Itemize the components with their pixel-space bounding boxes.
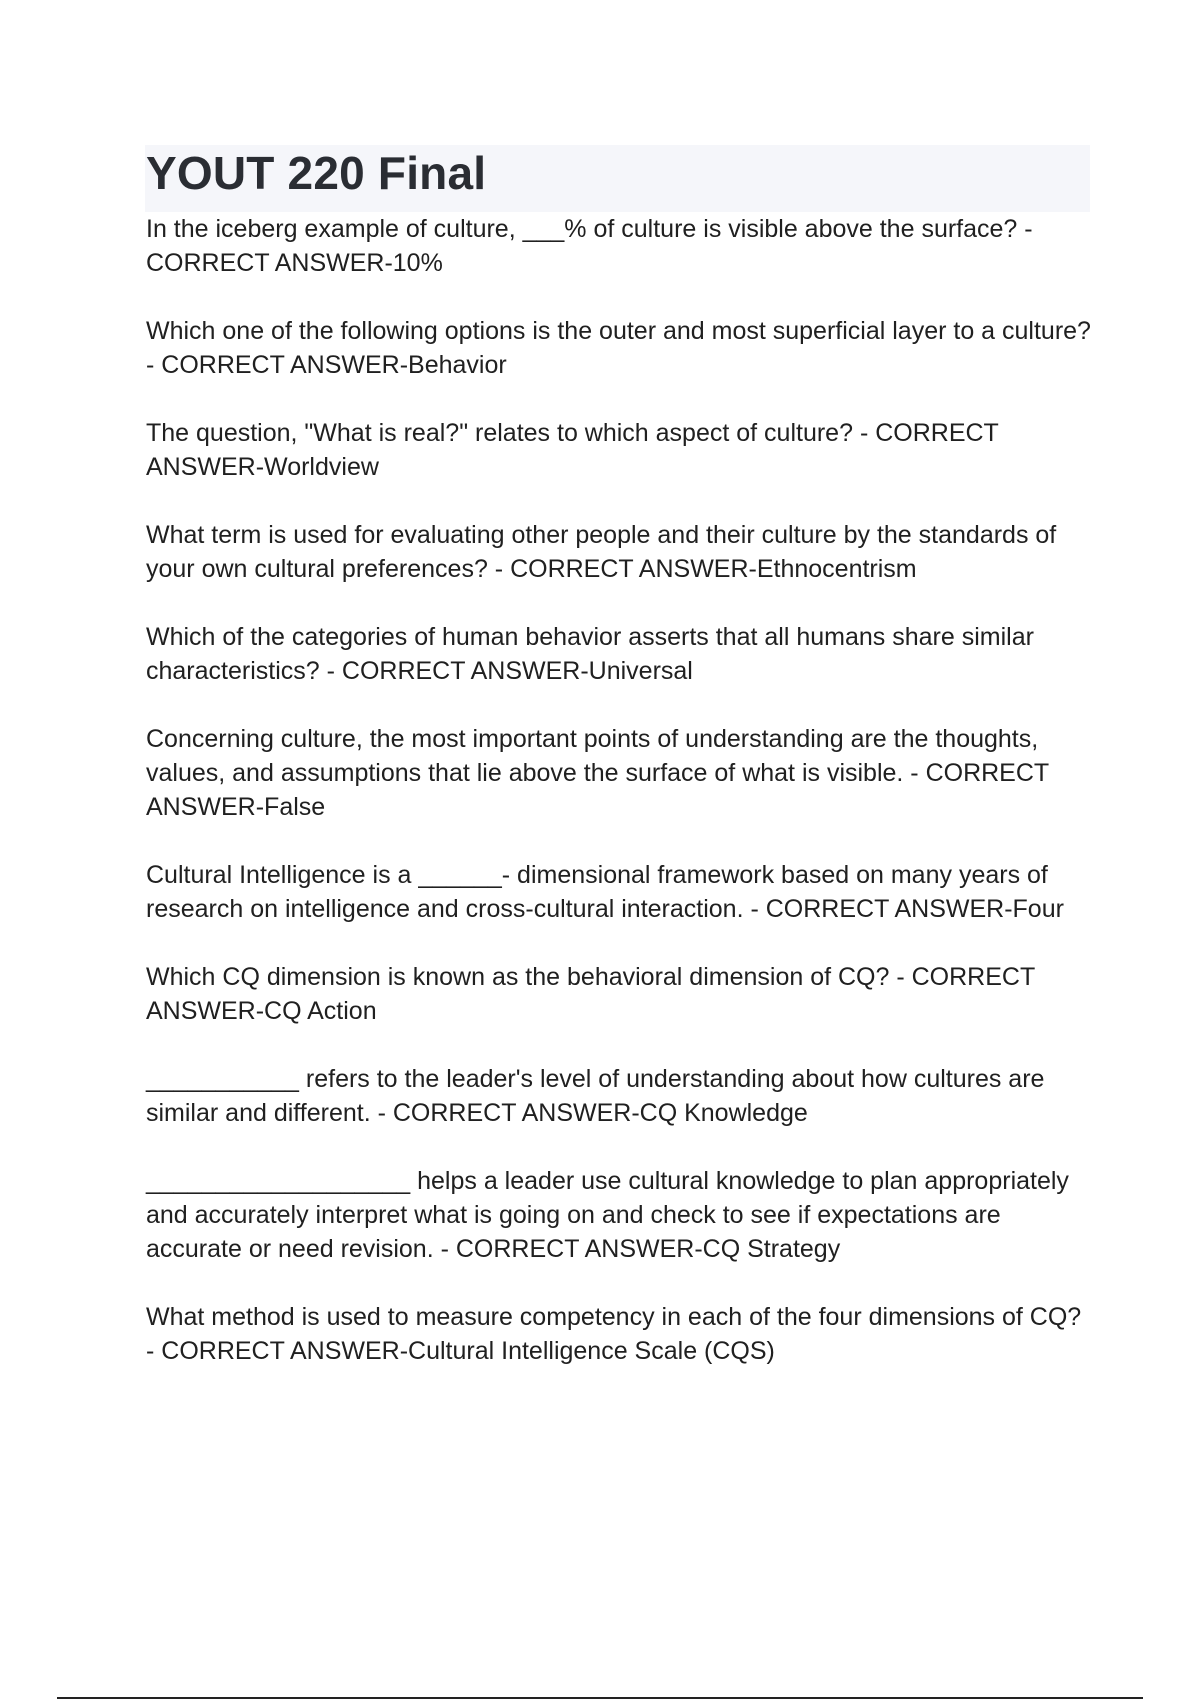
qa-item: Which one of the following options is the outer and most superficial layer to a culture? - CORRECT ANSWER-Behavior [146, 317, 1091, 379]
qa-item: The question, "What is real?" relates to which aspect of culture? - CORRECT ANSWER-Worldview [146, 419, 999, 481]
qa-item: What term is used for evaluating other people and their culture by the standards of your own cultural preferences? - CORRECT ANSWER-Ethnocentrism [146, 521, 1057, 583]
qa-list [146, 212, 1096, 1402]
qa-item: ___________ refers to the leader's level of understanding about how cultures are similar and different. - CORRECT ANSWER-CQ Knowledge [146, 1065, 1045, 1127]
qa-item: Which of the categories of human behavior asserts that all humans share similar characteristics? - CORRECT ANSWER-Universal [146, 623, 1034, 685]
qa-item: Cultural Intelligence is a ______- dimensional framework based on many years of research on intelligence and cross-cultural interaction. - CORRECT ANSWER-Four [146, 861, 1064, 923]
qa-item: Concerning culture, the most important points of understanding are the thoughts, values, and assumptions that lie above the surface of what is visible. - CORRECT ANSWER-False [146, 725, 1049, 821]
qa-item: Which CQ dimension is known as the behavioral dimension of CQ? - CORRECT ANSWER-CQ Action [146, 963, 1035, 1025]
qa-item: ___________________ helps a leader use cultural knowledge to plan appropriately and accurately interpret what is going on and check to see if expectations are accurate or need revision. - CORRECT ANSWER-CQ Strategy [146, 1167, 1069, 1263]
qa-item: What method is used to measure competency in each of the four dimensions of CQ? - CORRECT ANSWER-Cultural Intelligence Scale (CQS) [146, 1303, 1082, 1365]
page-title: YOUT 220 Final [146, 147, 487, 199]
qa-item: In the iceberg example of culture, ___% of culture is visible above the surface? - CORRECT ANSWER-10% [146, 215, 1033, 277]
footer-divider [57, 1697, 1143, 1699]
